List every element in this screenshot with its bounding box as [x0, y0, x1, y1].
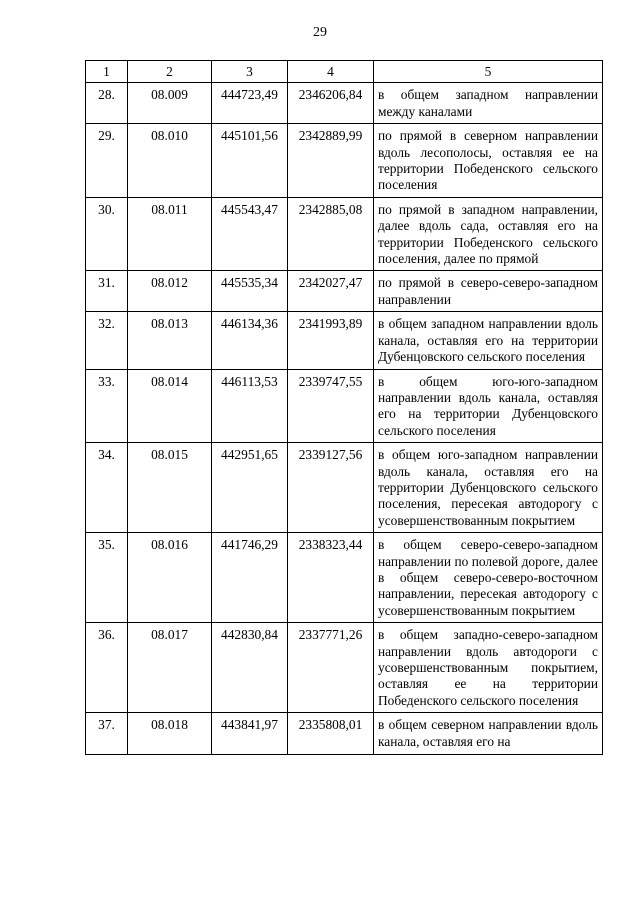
coordinate-x: 442951,65: [212, 443, 288, 533]
point-code: 08.012: [128, 271, 212, 312]
coordinate-y: 2341993,89: [288, 312, 374, 369]
row-number: 29.: [86, 124, 128, 198]
table-row: [86, 197, 603, 271]
coordinate-y: 2342027,47: [288, 271, 374, 312]
coordinate-y: 2335808,01: [288, 713, 374, 755]
header-col-2: 2: [128, 61, 212, 83]
point-code: 08.011: [128, 197, 212, 271]
coordinate-y: 2339747,55: [288, 369, 374, 443]
point-code: 08.016: [128, 533, 212, 623]
coordinate-x: 445543,47: [212, 197, 288, 271]
boundary-description: по прямой в северо-северо-западном направлении: [374, 271, 603, 312]
table-row: [86, 443, 603, 533]
header-col-4: 4: [288, 61, 374, 83]
row-number: 32.: [86, 312, 128, 369]
point-code: 08.018: [128, 713, 212, 755]
boundary-description: в общем северо-северо-западном направлении по полевой дороге, далее в общем северо-северо-восточном направлении, пересекая автодорогу с усовершенствованным покрытием: [374, 533, 603, 623]
row-number: 35.: [86, 533, 128, 623]
table-row: [86, 124, 603, 198]
row-number: 30.: [86, 197, 128, 271]
boundary-description-text: в общем северном направлении вдоль канала, оставляя его на: [378, 717, 598, 749]
table-row: [86, 533, 603, 623]
row-number: 31.: [86, 271, 128, 312]
coordinate-x: 442830,84: [212, 623, 288, 713]
header-col-3: 3: [212, 61, 288, 83]
point-code: 08.015: [128, 443, 212, 533]
table-header-row: [86, 61, 603, 83]
row-number: 34.: [86, 443, 128, 533]
boundary-description: в общем западном направлении между каналами: [374, 83, 603, 124]
boundary-description: по прямой в северном направлении вдоль лесополосы, оставляя ее на территории Победенского сельского поселения: [374, 124, 603, 198]
table-row: [86, 713, 603, 755]
boundary-description: в общем юго-западном направлении вдоль канала, оставляя его на территории Дубенцовского сельского поселения, пересекая автодорогу с усовершенствованным покрытием: [374, 443, 603, 533]
point-code: 08.017: [128, 623, 212, 713]
coordinate-y: 2337771,26: [288, 623, 374, 713]
coordinate-x: 446113,53: [212, 369, 288, 443]
point-code: 08.013: [128, 312, 212, 369]
boundary-description: по прямой в западном направлении, далее вдоль сада, оставляя его на территории Победенского сельского поселения, далее по прямой: [374, 197, 603, 271]
boundary-description: в общем западном направлении вдоль канала, оставляя его на территории Дубенцовского сельского поселения: [374, 312, 603, 369]
header-col-5: 5: [374, 61, 603, 83]
boundary-description: в общем юго-юго-западном направлении вдоль канала, оставляя его на территории Дубенцовского сельского поселения: [374, 369, 603, 443]
row-number: 36.: [86, 623, 128, 713]
coordinate-x: 441746,29: [212, 533, 288, 623]
table-row: [86, 83, 603, 124]
boundary-coordinates-table: [85, 60, 603, 755]
coordinate-x: 443841,97: [212, 713, 288, 755]
coordinate-x: 444723,49: [212, 83, 288, 124]
table-row: [86, 623, 603, 713]
point-code: 08.010: [128, 124, 212, 198]
boundary-description: [374, 713, 603, 755]
table-row: [86, 271, 603, 312]
coordinate-x: 445535,34: [212, 271, 288, 312]
coordinate-x: 446134,36: [212, 312, 288, 369]
point-code: 08.014: [128, 369, 212, 443]
coordinate-y: 2342885,08: [288, 197, 374, 271]
coordinate-x: 445101,56: [212, 124, 288, 198]
boundary-description: в общем западно-северо-западном направлении вдоль автодороги с усовершенствованным покрытием, оставляя ее на территории Победенского сельского поселения: [374, 623, 603, 713]
table-row: [86, 312, 603, 369]
coordinate-y: 2342889,99: [288, 124, 374, 198]
row-number: 28.: [86, 83, 128, 124]
table-row: [86, 369, 603, 443]
coordinate-y: 2338323,44: [288, 533, 374, 623]
row-number: 33.: [86, 369, 128, 443]
row-number: 37.: [86, 713, 128, 755]
coordinate-y: 2339127,56: [288, 443, 374, 533]
point-code: 08.009: [128, 83, 212, 124]
coordinate-y: 2346206,84: [288, 83, 374, 124]
page-number: 29: [313, 25, 327, 40]
header-col-1: 1: [86, 61, 128, 83]
